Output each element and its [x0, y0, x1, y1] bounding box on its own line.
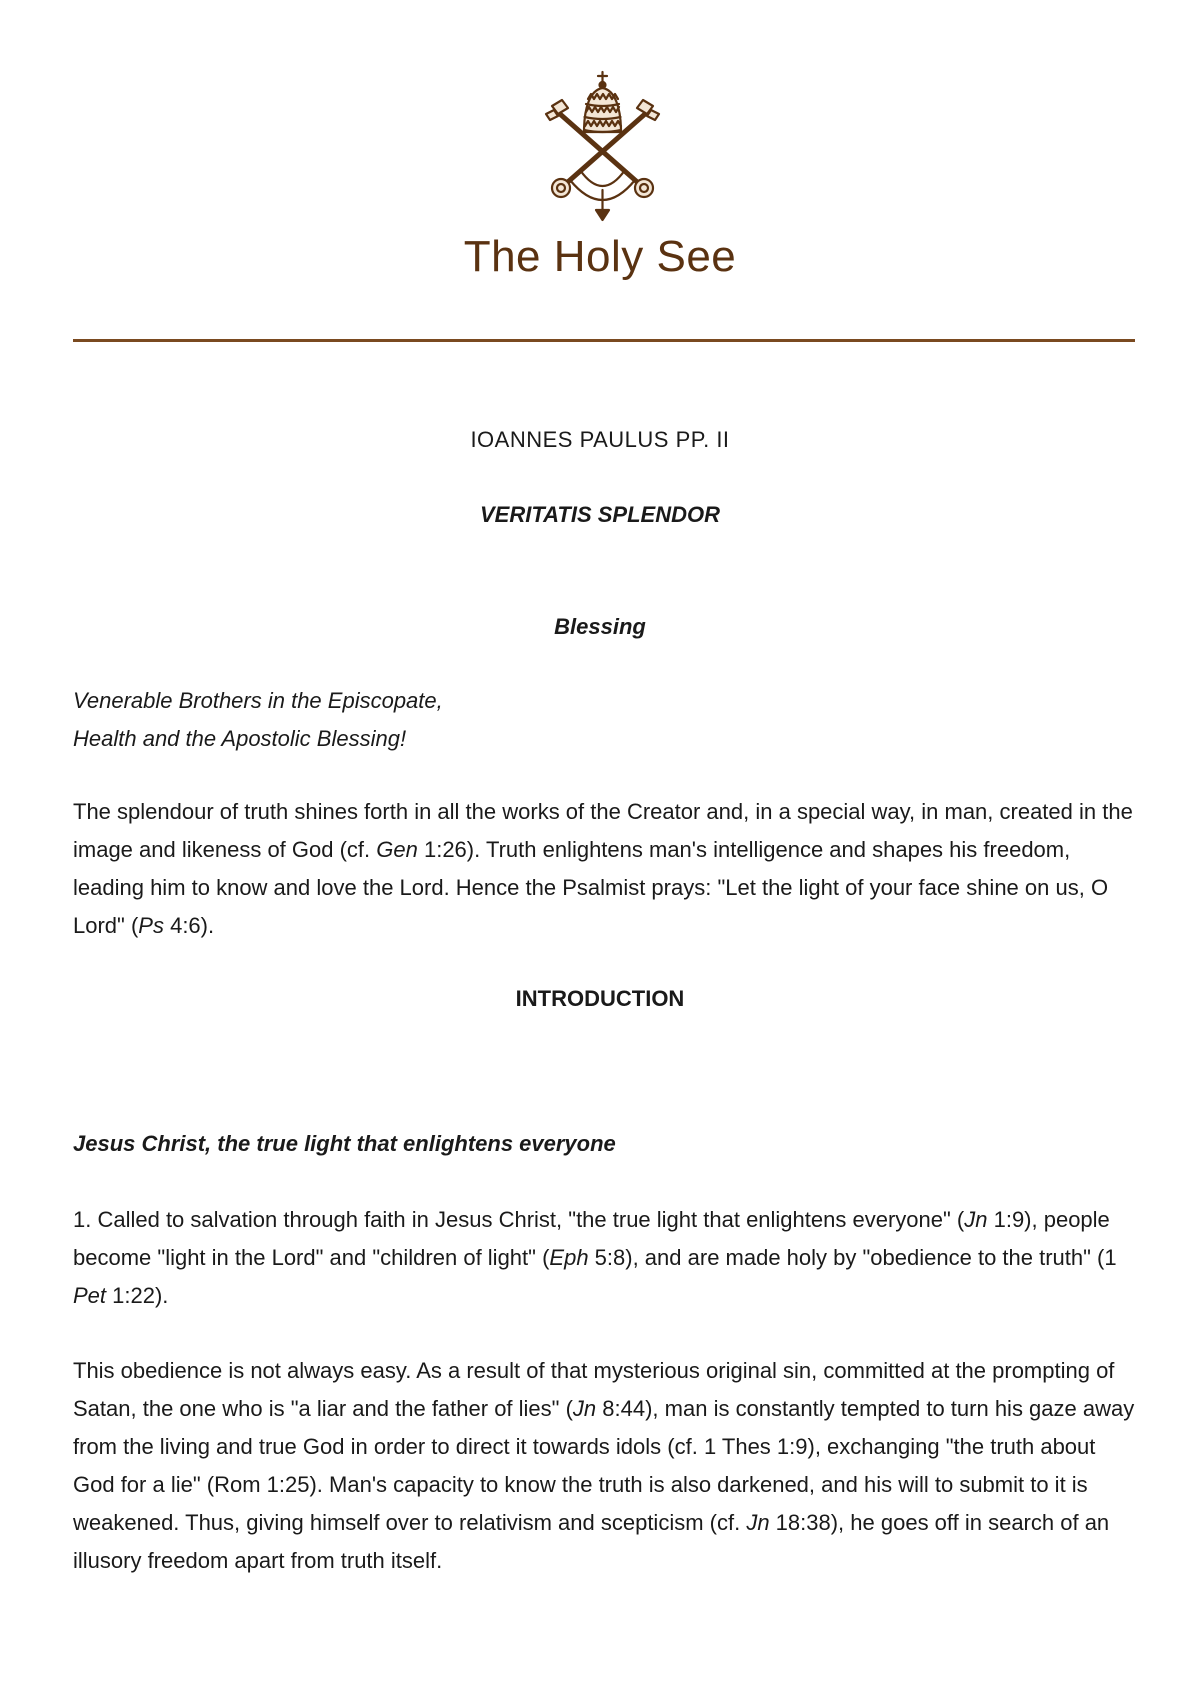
greeting	[73, 682, 1135, 758]
opening-paragraph	[73, 793, 1135, 945]
scripture-ref: Jn	[746, 1510, 770, 1535]
paragraph-2	[73, 1352, 1135, 1580]
greeting-line-2: Health and the Apostolic Blessing!	[73, 726, 407, 751]
blessing-heading: Blessing	[554, 614, 646, 639]
scripture-ref: Jn	[572, 1396, 597, 1421]
text-run: 1:22).	[106, 1283, 169, 1308]
papal-coat-of-arms-icon	[540, 70, 665, 222]
text-run: 4:6).	[163, 913, 215, 938]
text-run: 18:38), he goes off in search of an illusory freedom apart from truth itself.	[73, 1510, 1110, 1573]
paragraph-1	[73, 1201, 1135, 1315]
text-run: 1:26). Truth enlightens man's intelligence and shapes his freedom, leading him to know and love the Lord. Hence the Psalmist prays: "Let the light of your face shine on us, O Lord" (	[73, 837, 1109, 938]
scripture-ref: Eph	[549, 1245, 589, 1270]
text-run: This obedience is not always easy. As a result of that mysterious original sin, committed at the prompting of Satan, the one who is "a liar and the father of lies" (	[73, 1358, 1115, 1421]
greeting-line-1: Venerable Brothers in the Episcopate,	[73, 688, 443, 713]
section-heading: Jesus Christ, the true light that enlightens everyone	[73, 1131, 616, 1156]
text-run: 1. Called to salvation through faith in Jesus Christ, "the true light that enlightens everyone" (	[73, 1207, 965, 1232]
scripture-ref: Jn	[964, 1207, 988, 1232]
scripture-ref: Gen	[376, 837, 418, 862]
document-title: VERITATIS SPLENDOR	[480, 502, 720, 527]
text-run: 1:9), people become "light in the Lord" and "children of light" (	[73, 1207, 1110, 1270]
text-run: 5:8), and are made holy by "obedience to the truth" (1	[588, 1245, 1117, 1270]
text-run: The splendour of truth shines forth in all the works of the Creator and, in a special way, in man, created in the image and likeness of God (cf.	[73, 799, 1133, 862]
author-line: IOANNES PAULUS PP. II	[470, 427, 730, 452]
site-title[interactable]: The Holy See	[463, 232, 737, 281]
text-run: 8:44), man is constantly tempted to turn his gaze away from the living and true God in order to direct it towards idols (cf. 1 Thes 1:9), exchanging "the truth about God for a lie" (Rom 1:25). Man's capacity to know the truth is also darkened, and his will to submit to it is weakened. Thus, giving himself over to relativism and scepticism (cf.	[73, 1396, 1135, 1535]
scripture-ref: Pet	[73, 1283, 107, 1308]
header-divider	[73, 339, 1135, 342]
introduction-heading: INTRODUCTION	[515, 986, 685, 1011]
scripture-ref: Ps	[138, 913, 164, 938]
